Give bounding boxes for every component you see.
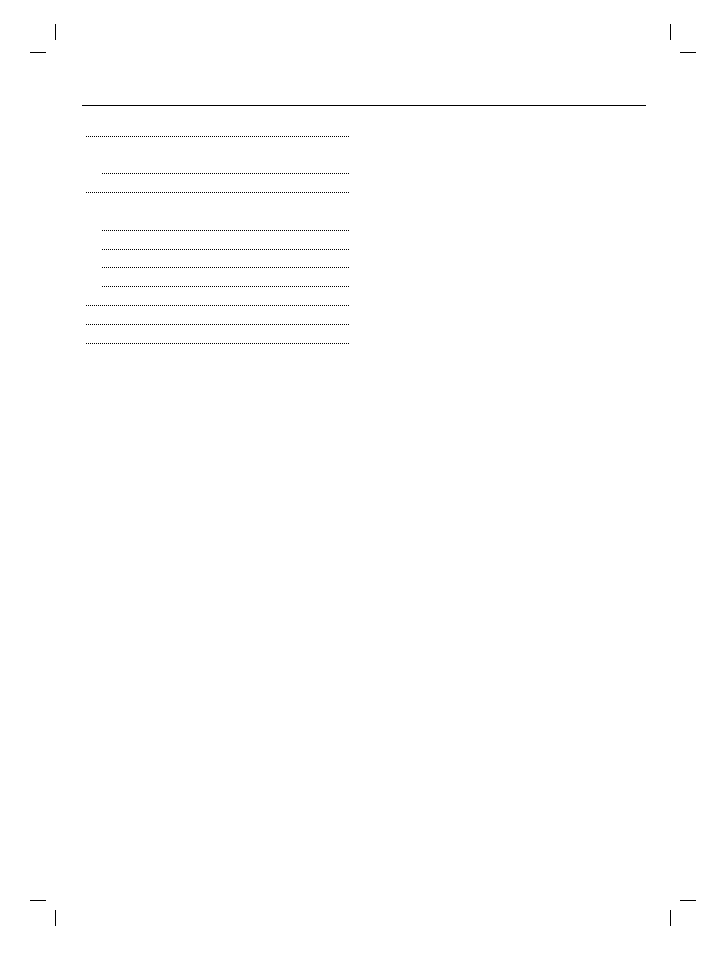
index-entry-label xyxy=(100,256,102,272)
index-entry-label xyxy=(83,354,85,370)
index-entry xyxy=(83,198,349,217)
dot-leader xyxy=(100,249,349,250)
index-entry xyxy=(83,161,349,180)
crop-mark xyxy=(55,910,56,926)
index-entry-label xyxy=(100,274,102,290)
dot-leader xyxy=(83,192,349,193)
index-letter-heading xyxy=(83,353,349,372)
index-entry xyxy=(83,217,349,236)
index-entry-label xyxy=(83,293,85,309)
index-entry xyxy=(83,142,349,161)
index-entry xyxy=(83,292,349,311)
index-column-left xyxy=(83,123,349,371)
index-entry-label xyxy=(83,331,85,347)
page-header xyxy=(82,78,646,106)
dot-leader xyxy=(83,305,349,306)
index-entry xyxy=(83,330,349,349)
dot-leader xyxy=(100,267,349,268)
index-entry-label xyxy=(83,199,85,215)
index-entry-label xyxy=(83,180,85,196)
index-entry-label xyxy=(83,312,85,328)
index-entry-label xyxy=(100,162,102,178)
index-entry-label xyxy=(100,218,102,234)
crop-mark xyxy=(680,900,696,901)
index-entry-label xyxy=(83,143,85,159)
index-entry xyxy=(83,179,349,198)
index-entry xyxy=(83,255,349,274)
index-entry-label xyxy=(83,124,85,140)
dot-leader xyxy=(83,324,349,325)
crop-mark xyxy=(670,24,671,40)
index-entry xyxy=(83,236,349,255)
header-rule xyxy=(82,105,646,106)
crop-mark xyxy=(30,900,46,901)
index-entry xyxy=(83,123,349,142)
index-entry xyxy=(83,273,349,292)
index-entry-label xyxy=(100,237,102,253)
crop-mark xyxy=(30,52,46,53)
dot-leader xyxy=(83,136,349,137)
dot-leader xyxy=(100,286,349,287)
crop-mark xyxy=(55,24,56,40)
crop-mark xyxy=(670,910,671,926)
index-entry xyxy=(83,311,349,330)
crop-mark xyxy=(680,52,696,53)
dot-leader xyxy=(83,343,349,344)
dot-leader xyxy=(100,173,349,174)
dot-leader xyxy=(100,230,349,231)
